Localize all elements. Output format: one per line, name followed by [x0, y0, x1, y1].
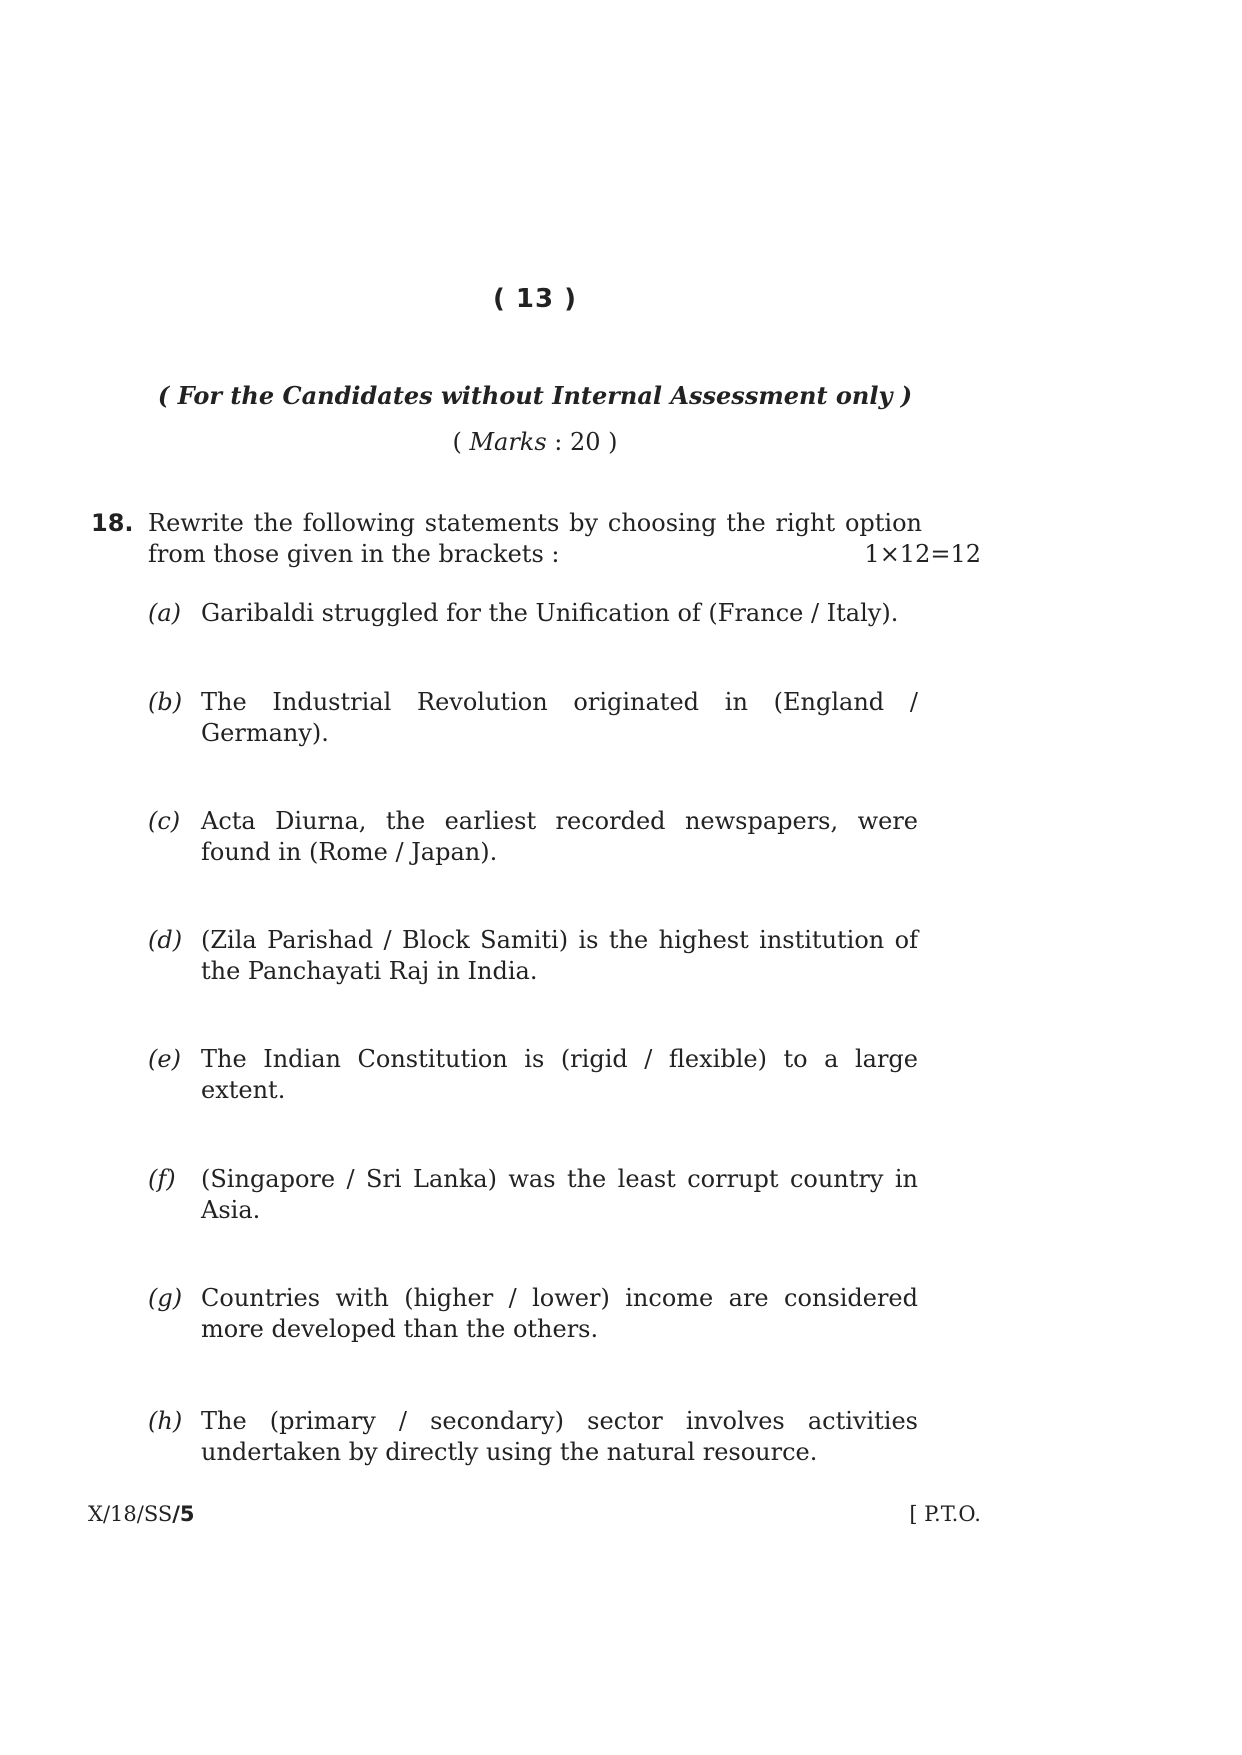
pto-note: [ P.T.O. — [909, 1502, 981, 1526]
item-text: The Indian Constitution is (rigid / flexible) to a large extent. — [201, 1045, 918, 1104]
section-marks — [0, 428, 1070, 456]
item-label: (g) — [148, 1284, 183, 1312]
item-label: (d) — [148, 926, 183, 954]
question-number: 18. — [91, 509, 134, 537]
question-marks: 1×12=12 — [864, 540, 981, 568]
item-label: (c) — [148, 807, 181, 835]
item-text: The Industrial Revolution originated in (England / Germany). — [201, 688, 918, 747]
item-text: Countries with (higher / lower) income are considered more developed than the others. — [201, 1284, 918, 1343]
item-text: (Singapore / Sri Lanka) was the least corrupt country in Asia. — [201, 1165, 918, 1224]
item-label: (e) — [148, 1045, 181, 1073]
item-text: Garibaldi struggled for the Unification of (France / Italy). — [201, 599, 899, 627]
item-label: (a) — [148, 599, 182, 627]
list-item — [148, 1044, 918, 1106]
paper-code-suffix: /5 — [172, 1502, 195, 1526]
item-label: (b) — [148, 688, 183, 716]
list-item — [148, 687, 918, 749]
page-number: ( 13 ) — [492, 284, 578, 314]
list-item — [148, 806, 918, 868]
paper-code-main: X/18/SS — [88, 1502, 173, 1526]
marks-value: : 20 ) — [546, 428, 618, 456]
list-item — [148, 1406, 918, 1468]
question-text: Rewrite the following statements by choosing the right option from those given in the brackets : — [148, 509, 922, 568]
paper-code — [88, 1502, 195, 1526]
list-item — [148, 598, 918, 629]
item-label: (f) — [148, 1165, 176, 1193]
list-item — [148, 1164, 918, 1226]
item-label: (h) — [148, 1407, 183, 1435]
marks-label: Marks — [469, 428, 547, 456]
section-heading: ( For the Candidates without Internal Assessment only ) — [157, 381, 913, 410]
list-item — [148, 1283, 918, 1345]
item-text: (Zila Parishad / Block Samiti) is the highest institution of the Panchayati Raj in India. — [201, 926, 918, 985]
list-item — [148, 925, 918, 987]
item-text: The (primary / secondary) sector involves activities undertaken by directly using the natural resource. — [201, 1407, 918, 1466]
item-text: Acta Diurna, the earliest recorded newspapers, were found in (Rome / Japan). — [201, 807, 918, 866]
question-18 — [91, 508, 981, 570]
marks-open: ( — [452, 428, 470, 456]
